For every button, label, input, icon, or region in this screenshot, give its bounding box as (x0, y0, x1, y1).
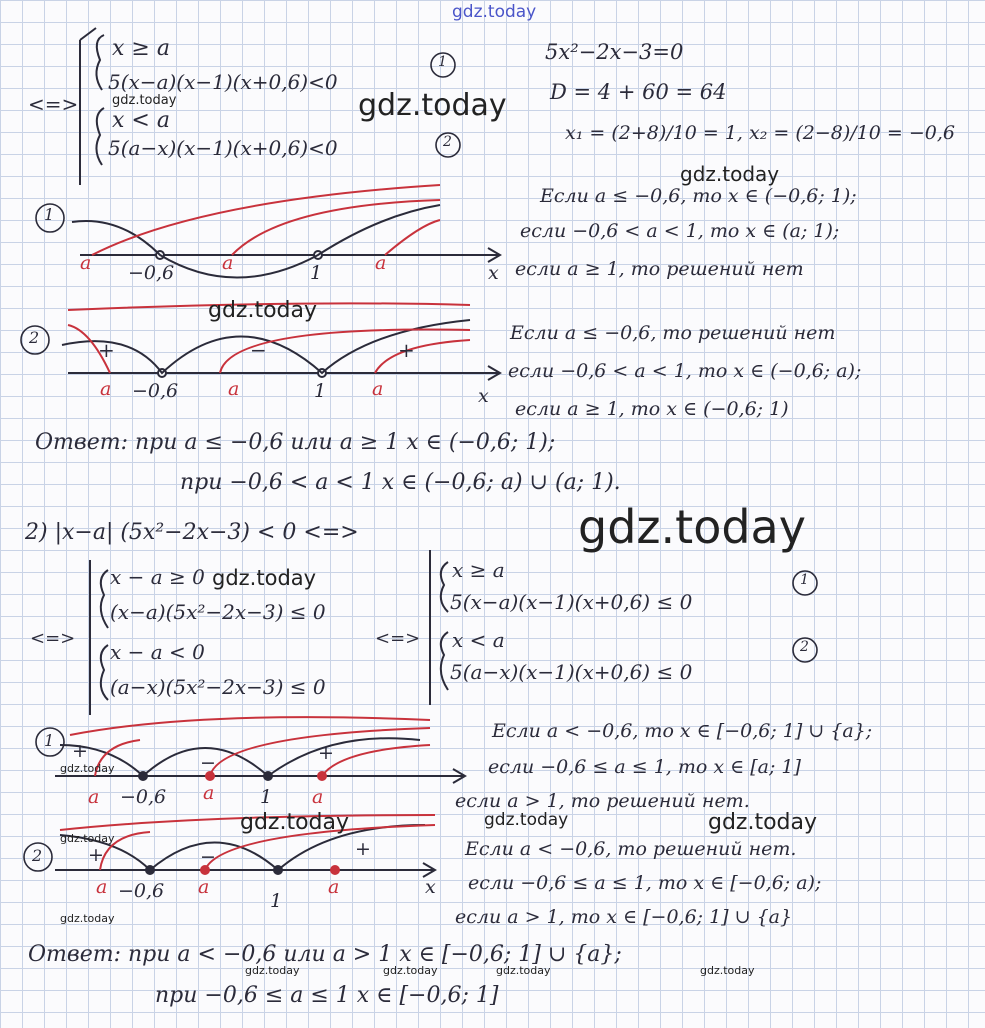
axis3-a1: a (88, 786, 100, 808)
axis1-one: 1 (310, 262, 323, 284)
p2-r2-line1: x < a (452, 628, 505, 652)
brace-1b (96, 108, 104, 165)
p1-case1-line3: если a ≥ 1, то решений нет (515, 258, 804, 280)
axis4-m06: −0,6 (118, 880, 165, 902)
axis4-plus-2: + (355, 838, 371, 860)
axis2-mark: 2 (29, 328, 40, 347)
axis4-plus-1: + (88, 844, 104, 866)
axis4-minus: − (200, 846, 216, 868)
discriminant: D = 4 + 60 = 64 (550, 80, 727, 104)
axis2-minus: − (250, 338, 267, 362)
p2-mark-2: 2 (800, 639, 809, 655)
watermark-tiny-1: gdz.today (60, 762, 115, 775)
axis3-m06: −0,6 (120, 786, 167, 808)
watermark-tiny-2: gdz.today (60, 832, 115, 845)
system1-line1: x ≥ a (112, 36, 170, 61)
watermark-big: gdz.today (578, 500, 806, 554)
watermark-3: gdz.today (208, 298, 318, 323)
axis2-a1: a (100, 378, 112, 400)
case-mark-1: 1 (438, 54, 447, 70)
roots: x₁ = (2+8)/10 = 1, x₂ = (2−8)/10 = −0,6 (565, 122, 955, 144)
axis3-one: 1 (260, 786, 273, 808)
watermark-6: gdz.today (484, 810, 569, 830)
watermark-4: gdz.today (212, 566, 317, 590)
axis4-mark: 2 (32, 846, 43, 865)
axis3-mark: 1 (44, 731, 55, 750)
p2-case1-line1: Если a < −0,6, то x ∈ [−0,6; 1] ∪ {a}; (492, 720, 873, 742)
p1-answer-line1: Ответ: при a ≤ −0,6 или a ≥ 1 x ∈ (−0,6; 1); (35, 430, 556, 455)
watermark-tiny-3: gdz.today (60, 912, 115, 925)
p2-equiv-2: <=> (375, 628, 421, 649)
quadratic-equation: 5x²−2x−3=0 (545, 40, 684, 64)
p1-case2-line2: если −0,6 < a < 1, то x ∈ (−0,6; a); (508, 360, 862, 382)
brace-1a (96, 35, 104, 90)
axis1-x: x (488, 262, 499, 284)
watermark-2: gdz.today (680, 162, 780, 186)
p2-case2-line1: Если a < −0,6, то решений нет. (465, 838, 797, 860)
axis2-a3: a (372, 378, 384, 400)
p2-s2-line1: x − a < 0 (110, 640, 205, 664)
system-bracket-1 (80, 28, 96, 185)
axis2-x: x (478, 385, 489, 407)
axis4-one: 1 (270, 890, 283, 912)
p2-s1-line2: (x−a)(5x²−2x−3) ≤ 0 (110, 600, 326, 624)
p1-case1-line2: если −0,6 < a < 1, то x ∈ (a; 1); (520, 220, 840, 242)
axis1-a1: a (80, 252, 92, 274)
watermark-small-1: gdz.today (112, 93, 177, 108)
system2-line1: x < a (112, 108, 170, 133)
axis3-a2: a (203, 782, 215, 804)
axis1-mark: 1 (44, 205, 55, 224)
p2-r1-line1: x ≥ a (452, 558, 505, 582)
axis2-a2: a (228, 378, 240, 400)
axis3-minus: − (200, 752, 216, 774)
p2-equiv-1: <=> (30, 628, 76, 649)
watermark-5: gdz.today (240, 810, 350, 835)
axis4-a2: a (198, 876, 210, 898)
p1-answer-line2: при −0,6 < a < 1 x ∈ (−0,6; a) ∪ (a; 1). (180, 470, 621, 495)
axis1-a2: a (222, 252, 234, 274)
p2-mark-1: 1 (800, 572, 809, 588)
axis3-plus-2: + (318, 742, 334, 764)
watermark-7: gdz.today (708, 810, 818, 835)
axis2-one: 1 (314, 380, 327, 402)
p1-case2-line3: если a ≥ 1, то x ∈ (−0,6; 1) (515, 398, 789, 420)
watermark-tiny-4: gdz.today (245, 964, 300, 977)
p2-case2-line2: если −0,6 ≤ a ≤ 1, то x ∈ [−0,6; a); (468, 872, 822, 894)
p1-case2-line1: Если a ≤ −0,6, то решений нет (510, 322, 836, 344)
case-mark-2: 2 (443, 134, 452, 150)
axis4-a3: a (328, 876, 340, 898)
axis1-m06: −0,6 (128, 262, 175, 284)
axis3-plus-1: + (72, 740, 88, 762)
watermark-tiny-5: gdz.today (383, 964, 438, 977)
p2-answer-line2: при −0,6 ≤ a ≤ 1 x ∈ [−0,6; 1] (155, 983, 499, 1008)
p2-r2-line2: 5(a−x)(x−1)(x+0,6) ≤ 0 (450, 660, 693, 684)
axis2-plus-1: + (98, 338, 115, 362)
watermark-large-1: gdz.today (358, 88, 507, 123)
p2-case2-line3: если a > 1, то x ∈ [−0,6; 1] ∪ {a} (455, 906, 793, 928)
p1-case1-line1: Если a ≤ −0,6, то x ∈ (−0,6; 1); (540, 185, 857, 207)
axis4-a1: a (96, 876, 108, 898)
watermark-tiny-6: gdz.today (496, 964, 551, 977)
axis2-m06: −0,6 (132, 380, 179, 402)
p2-problem: 2) |x−a| (5x²−2x−3) < 0 <=> (25, 520, 359, 545)
p2-case1-line2: если −0,6 ≤ a ≤ 1, то x ∈ [a; 1] (488, 756, 801, 778)
p2-answer-line1: Ответ: при a < −0,6 или a > 1 x ∈ [−0,6; 1] ∪ {a}; (28, 942, 622, 967)
p2-case1-line3: если a > 1, то решений нет. (455, 790, 750, 812)
equiv-sign-1: <=> (28, 92, 79, 116)
p2-s1-line1: x − a ≥ 0 (110, 565, 205, 589)
axis4-x: x (425, 876, 436, 898)
watermark-top: gdz.today (452, 2, 537, 22)
watermark-tiny-7: gdz.today (700, 964, 755, 977)
p2-s2-line2: (a−x)(5x²−2x−3) ≤ 0 (110, 675, 326, 699)
axis3-a3: a (312, 786, 324, 808)
p2-r1-line2: 5(x−a)(x−1)(x+0,6) ≤ 0 (450, 590, 693, 614)
axis1-a3: a (375, 252, 387, 274)
system2-line2: 5(a−x)(x−1)(x+0,6)<0 (108, 136, 338, 160)
system1-line2: 5(x−a)(x−1)(x+0,6)<0 (108, 70, 338, 94)
axis2-plus-2: + (398, 338, 415, 362)
